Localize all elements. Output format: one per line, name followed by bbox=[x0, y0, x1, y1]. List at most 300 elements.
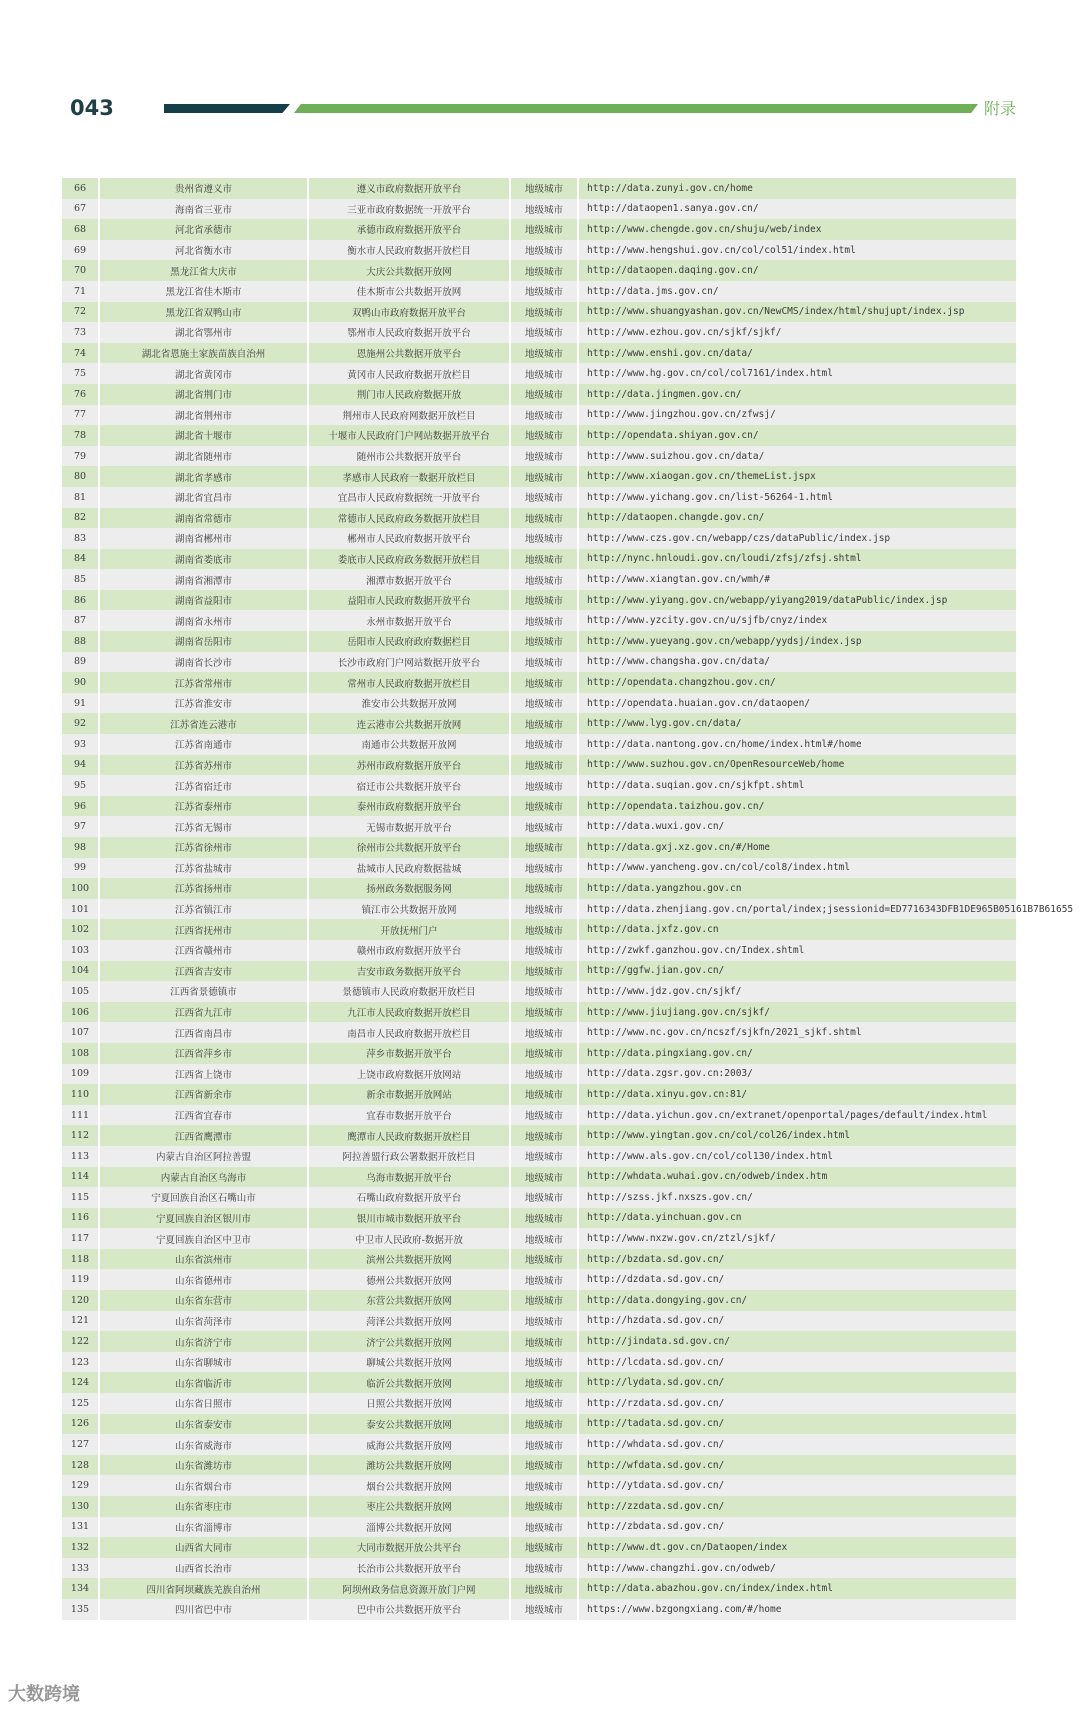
table-row bbox=[62, 1393, 1017, 1414]
row-region: 湖南省常德市 bbox=[99, 508, 308, 529]
row-url: http://data.yangzhou.gov.cn bbox=[578, 878, 1017, 899]
row-number: 97 bbox=[62, 816, 99, 837]
row-region: 江西省九江市 bbox=[99, 1002, 308, 1023]
table-row bbox=[62, 508, 1017, 529]
row-url: http://zbdata.sd.gov.cn/ bbox=[578, 1517, 1017, 1538]
row-number: 120 bbox=[62, 1290, 99, 1311]
row-platform: 南通市公共数据开放网 bbox=[308, 734, 510, 755]
table-row bbox=[62, 1455, 1017, 1476]
table-row bbox=[62, 775, 1017, 796]
row-level: 地级城市 bbox=[510, 466, 578, 487]
row-platform: 阿拉善盟行政公署数据开放栏目 bbox=[308, 1146, 510, 1167]
row-url: http://opendata.taizhou.gov.cn/ bbox=[578, 796, 1017, 817]
row-number: 108 bbox=[62, 1043, 99, 1064]
row-url: http://www.dt.gov.cn/Dataopen/index bbox=[578, 1537, 1017, 1558]
row-region: 江西省抚州市 bbox=[99, 919, 308, 940]
table-row bbox=[62, 631, 1017, 652]
row-level: 地级城市 bbox=[510, 281, 578, 302]
row-platform: 承德市政府数据开放平台 bbox=[308, 219, 510, 240]
row-platform: 娄底市人民政府政务数据开放栏目 bbox=[308, 549, 510, 570]
row-region: 江苏省无锡市 bbox=[99, 816, 308, 837]
row-platform: 无锡市数据开放平台 bbox=[308, 816, 510, 837]
row-url: http://www.jdz.gov.cn/sjkf/ bbox=[578, 981, 1017, 1002]
row-platform: 苏州市政府数据开放平台 bbox=[308, 755, 510, 776]
row-level: 地级城市 bbox=[510, 1434, 578, 1455]
row-region: 江苏省淮安市 bbox=[99, 693, 308, 714]
row-region: 湖北省荆门市 bbox=[99, 384, 308, 405]
row-number: 101 bbox=[62, 899, 99, 920]
row-region: 山西省大同市 bbox=[99, 1537, 308, 1558]
table-row bbox=[62, 981, 1017, 1002]
row-number: 118 bbox=[62, 1249, 99, 1270]
row-platform: 九江市人民政府数据开放栏目 bbox=[308, 1002, 510, 1023]
row-level: 地级城市 bbox=[510, 878, 578, 899]
row-platform: 银川市城市数据开放平台 bbox=[308, 1208, 510, 1229]
row-level: 地级城市 bbox=[510, 1064, 578, 1085]
row-number: 125 bbox=[62, 1393, 99, 1414]
row-platform: 滨州公共数据开放网 bbox=[308, 1249, 510, 1270]
row-level: 地级城市 bbox=[510, 1455, 578, 1476]
row-platform: 益阳市人民政府数据开放平台 bbox=[308, 590, 510, 611]
row-region: 江苏省连云港市 bbox=[99, 713, 308, 734]
row-url: http://data.pingxiang.gov.cn/ bbox=[578, 1043, 1017, 1064]
table-row bbox=[62, 343, 1017, 364]
row-level: 地级城市 bbox=[510, 1228, 578, 1249]
row-number: 87 bbox=[62, 610, 99, 631]
row-platform: 大同市数据开放公共平台 bbox=[308, 1537, 510, 1558]
row-url: http://www.chengde.gov.cn/shuju/web/index bbox=[578, 219, 1017, 240]
row-url: http://data.nantong.gov.cn/home/index.html#/home bbox=[578, 734, 1017, 755]
row-number: 85 bbox=[62, 569, 99, 590]
row-level: 地级城市 bbox=[510, 178, 578, 199]
row-number: 121 bbox=[62, 1311, 99, 1332]
table-row bbox=[62, 1372, 1017, 1393]
row-url: http://whdata.wuhai.gov.cn/odweb/index.htm bbox=[578, 1167, 1017, 1188]
table-row bbox=[62, 405, 1017, 426]
table-row bbox=[62, 693, 1017, 714]
row-region: 贵州省遵义市 bbox=[99, 178, 308, 199]
table-row bbox=[62, 940, 1017, 961]
row-url: http://data.yichun.gov.cn/extranet/openportal/pages/default/index.html bbox=[578, 1105, 1017, 1126]
row-region: 海南省三亚市 bbox=[99, 199, 308, 220]
table-row bbox=[62, 240, 1017, 261]
row-url: http://www.czs.gov.cn/webapp/czs/dataPublic/index.jsp bbox=[578, 528, 1017, 549]
row-platform: 常州市人民政府数据开放栏目 bbox=[308, 672, 510, 693]
row-number: 81 bbox=[62, 487, 99, 508]
row-platform: 岳阳市人民政府政府数据栏目 bbox=[308, 631, 510, 652]
row-platform: 新余市数据开放网站 bbox=[308, 1084, 510, 1105]
row-url: http://ggfw.jian.gov.cn/ bbox=[578, 961, 1017, 982]
row-level: 地级城市 bbox=[510, 446, 578, 467]
row-level: 地级城市 bbox=[510, 734, 578, 755]
row-url: http://data.yinchuan.gov.cn bbox=[578, 1208, 1017, 1229]
row-url: http://lcdata.sd.gov.cn/ bbox=[578, 1352, 1017, 1373]
table-row bbox=[62, 1249, 1017, 1270]
row-region: 山东省德州市 bbox=[99, 1269, 308, 1290]
row-url: http://zwkf.ganzhou.gov.cn/Index.shtml bbox=[578, 940, 1017, 961]
table-row bbox=[62, 961, 1017, 982]
row-region: 山东省东营市 bbox=[99, 1290, 308, 1311]
row-number: 91 bbox=[62, 693, 99, 714]
row-number: 128 bbox=[62, 1455, 99, 1476]
row-level: 地级城市 bbox=[510, 590, 578, 611]
row-level: 地级城市 bbox=[510, 755, 578, 776]
row-url: http://dataopen.daqing.gov.cn/ bbox=[578, 260, 1017, 281]
row-url: http://www.jiujiang.gov.cn/sjkf/ bbox=[578, 1002, 1017, 1023]
row-platform: 长沙市政府门户网站数据开放平台 bbox=[308, 652, 510, 673]
row-url: http://data.zunyi.gov.cn/home bbox=[578, 178, 1017, 199]
row-level: 地级城市 bbox=[510, 1105, 578, 1126]
row-level: 地级城市 bbox=[510, 1290, 578, 1311]
row-level: 地级城市 bbox=[510, 919, 578, 940]
row-url: http://dzdata.sd.gov.cn/ bbox=[578, 1269, 1017, 1290]
row-level: 地级城市 bbox=[510, 693, 578, 714]
row-url: https://www.bzgongxiang.com/#/home bbox=[578, 1599, 1017, 1620]
row-platform: 衡水市人民政府数据开放栏目 bbox=[308, 240, 510, 261]
row-level: 地级城市 bbox=[510, 405, 578, 426]
row-url: http://www.yiyang.gov.cn/webapp/yiyang2019/dataPublic/index.jsp bbox=[578, 590, 1017, 611]
table-row bbox=[62, 899, 1017, 920]
row-platform: 乌海市数据开放平台 bbox=[308, 1167, 510, 1188]
row-level: 地级城市 bbox=[510, 858, 578, 879]
row-region: 内蒙古自治区乌海市 bbox=[99, 1167, 308, 1188]
row-region: 河北省承德市 bbox=[99, 219, 308, 240]
table-row bbox=[62, 425, 1017, 446]
row-url: http://opendata.shiyan.gov.cn/ bbox=[578, 425, 1017, 446]
row-url: http://lydata.sd.gov.cn/ bbox=[578, 1372, 1017, 1393]
row-platform: 宿迁市公共数据开放平台 bbox=[308, 775, 510, 796]
row-number: 117 bbox=[62, 1228, 99, 1249]
row-level: 地级城市 bbox=[510, 1496, 578, 1517]
row-platform: 十堰市人民政府门户网站数据开放平台 bbox=[308, 425, 510, 446]
row-number: 115 bbox=[62, 1187, 99, 1208]
row-platform: 吉安市政务数据开放平台 bbox=[308, 961, 510, 982]
row-level: 地级城市 bbox=[510, 487, 578, 508]
row-level: 地级城市 bbox=[510, 1084, 578, 1105]
row-url: http://data.dongying.gov.cn/ bbox=[578, 1290, 1017, 1311]
row-region: 湖北省宜昌市 bbox=[99, 487, 308, 508]
table-row bbox=[62, 1578, 1017, 1599]
row-url: http://dataopen1.sanya.gov.cn/ bbox=[578, 199, 1017, 220]
row-region: 江西省赣州市 bbox=[99, 940, 308, 961]
row-region: 江苏省常州市 bbox=[99, 672, 308, 693]
table-row bbox=[62, 878, 1017, 899]
row-region: 四川省阿坝藏族羌族自治州 bbox=[99, 1578, 308, 1599]
row-region: 山东省枣庄市 bbox=[99, 1496, 308, 1517]
row-region: 江西省宜春市 bbox=[99, 1105, 308, 1126]
row-level: 地级城市 bbox=[510, 1352, 578, 1373]
table-row bbox=[62, 260, 1017, 281]
row-url: http://opendata.huaian.gov.cn/dataopen/ bbox=[578, 693, 1017, 714]
row-number: 70 bbox=[62, 260, 99, 281]
table-row bbox=[62, 384, 1017, 405]
row-level: 地级城市 bbox=[510, 672, 578, 693]
row-level: 地级城市 bbox=[510, 1269, 578, 1290]
row-region: 湖北省随州市 bbox=[99, 446, 308, 467]
table-row bbox=[62, 816, 1017, 837]
table-row bbox=[62, 1228, 1017, 1249]
row-region: 湖南省娄底市 bbox=[99, 549, 308, 570]
row-region: 宁夏回族自治区银川市 bbox=[99, 1208, 308, 1229]
row-region: 江苏省苏州市 bbox=[99, 755, 308, 776]
row-number: 130 bbox=[62, 1496, 99, 1517]
row-region: 黑龙江省佳木斯市 bbox=[99, 281, 308, 302]
table-row bbox=[62, 219, 1017, 240]
row-level: 地级城市 bbox=[510, 961, 578, 982]
row-url: http://www.suzhou.gov.cn/OpenResourceWeb/home bbox=[578, 755, 1017, 776]
table-row bbox=[62, 1331, 1017, 1352]
row-platform: 鄂州市人民政府数据开放平台 bbox=[308, 322, 510, 343]
row-platform: 中卫市人民政府-数据开放 bbox=[308, 1228, 510, 1249]
table-row bbox=[62, 610, 1017, 631]
table-row bbox=[62, 652, 1017, 673]
row-region: 江苏省镇江市 bbox=[99, 899, 308, 920]
table-row bbox=[62, 1146, 1017, 1167]
table-row bbox=[62, 487, 1017, 508]
row-region: 江西省鹰潭市 bbox=[99, 1125, 308, 1146]
row-url: http://www.nxzw.gov.cn/ztzl/sjkf/ bbox=[578, 1228, 1017, 1249]
row-region: 湖北省鄂州市 bbox=[99, 322, 308, 343]
row-number: 69 bbox=[62, 240, 99, 261]
table-row bbox=[62, 363, 1017, 384]
row-url: http://www.xiangtan.gov.cn/wmh/# bbox=[578, 569, 1017, 590]
row-region: 湖南省长沙市 bbox=[99, 652, 308, 673]
row-url: http://data.jms.gov.cn/ bbox=[578, 281, 1017, 302]
row-region: 江西省萍乡市 bbox=[99, 1043, 308, 1064]
row-url: http://www.shuangyashan.gov.cn/NewCMS/index/html/shujupt/index.jsp bbox=[578, 302, 1017, 323]
row-level: 地级城市 bbox=[510, 1372, 578, 1393]
row-platform: 恩施州公共数据开放平台 bbox=[308, 343, 510, 364]
row-platform: 佳木斯市公共数据开放网 bbox=[308, 281, 510, 302]
row-number: 132 bbox=[62, 1537, 99, 1558]
row-number: 96 bbox=[62, 796, 99, 817]
row-url: http://opendata.changzhou.gov.cn/ bbox=[578, 672, 1017, 693]
row-url: http://dataopen.changde.gov.cn/ bbox=[578, 508, 1017, 529]
row-number: 79 bbox=[62, 446, 99, 467]
row-platform: 荆州市人民政府网数据开放栏目 bbox=[308, 405, 510, 426]
row-region: 山东省烟台市 bbox=[99, 1475, 308, 1496]
table-row bbox=[62, 919, 1017, 940]
row-level: 地级城市 bbox=[510, 508, 578, 529]
table-row bbox=[62, 1043, 1017, 1064]
watermark: 大数跨境 bbox=[8, 1684, 80, 1705]
table-row bbox=[62, 672, 1017, 693]
table-row bbox=[62, 1105, 1017, 1126]
row-number: 93 bbox=[62, 734, 99, 755]
row-platform: 威海公共数据开放网 bbox=[308, 1434, 510, 1455]
row-url: http://www.xiaogan.gov.cn/themeList.jspx bbox=[578, 466, 1017, 487]
row-region: 宁夏回族自治区石嘴山市 bbox=[99, 1187, 308, 1208]
row-platform: 双鸭山市政府数据开放平台 bbox=[308, 302, 510, 323]
row-region: 湖北省荆州市 bbox=[99, 405, 308, 426]
row-platform: 三亚市政府数据统一开放平台 bbox=[308, 199, 510, 220]
row-platform: 菏泽公共数据开放网 bbox=[308, 1311, 510, 1332]
row-number: 126 bbox=[62, 1414, 99, 1435]
row-url: http://wfdata.sd.gov.cn/ bbox=[578, 1455, 1017, 1476]
table-row bbox=[62, 1475, 1017, 1496]
table-row bbox=[62, 1599, 1017, 1620]
table-row bbox=[62, 1290, 1017, 1311]
row-platform: 泰州市政府数据开放平台 bbox=[308, 796, 510, 817]
row-level: 地级城市 bbox=[510, 713, 578, 734]
row-platform: 阿坝州政务信息资源开放门户网 bbox=[308, 1578, 510, 1599]
row-url: http://www.als.gov.cn/col/col130/index.html bbox=[578, 1146, 1017, 1167]
row-number: 92 bbox=[62, 713, 99, 734]
row-region: 江西省上饶市 bbox=[99, 1064, 308, 1085]
row-number: 124 bbox=[62, 1372, 99, 1393]
row-region: 湖南省岳阳市 bbox=[99, 631, 308, 652]
row-level: 地级城市 bbox=[510, 981, 578, 1002]
row-region: 山东省滨州市 bbox=[99, 1249, 308, 1270]
row-region: 山东省威海市 bbox=[99, 1434, 308, 1455]
table-row bbox=[62, 590, 1017, 611]
row-level: 地级城市 bbox=[510, 1331, 578, 1352]
row-url: http://whdata.sd.gov.cn/ bbox=[578, 1434, 1017, 1455]
row-region: 江西省景德镇市 bbox=[99, 981, 308, 1002]
row-number: 100 bbox=[62, 878, 99, 899]
row-level: 地级城市 bbox=[510, 631, 578, 652]
row-number: 106 bbox=[62, 1002, 99, 1023]
row-level: 地级城市 bbox=[510, 1022, 578, 1043]
row-number: 73 bbox=[62, 322, 99, 343]
row-level: 地级城市 bbox=[510, 1002, 578, 1023]
row-platform: 石嘴山政府数据开放平台 bbox=[308, 1187, 510, 1208]
row-level: 地级城市 bbox=[510, 1311, 578, 1332]
row-url: http://www.suizhou.gov.cn/data/ bbox=[578, 446, 1017, 467]
row-region: 湖南省湘潭市 bbox=[99, 569, 308, 590]
header-bar-green bbox=[294, 104, 978, 113]
row-url: http://www.hengshui.gov.cn/col/col51/index.html bbox=[578, 240, 1017, 261]
row-level: 地级城市 bbox=[510, 1475, 578, 1496]
table-row bbox=[62, 549, 1017, 570]
row-number: 75 bbox=[62, 363, 99, 384]
row-level: 地级城市 bbox=[510, 1517, 578, 1538]
row-number: 133 bbox=[62, 1558, 99, 1579]
row-number: 67 bbox=[62, 199, 99, 220]
table-row bbox=[62, 1496, 1017, 1517]
row-level: 地级城市 bbox=[510, 1125, 578, 1146]
row-level: 地级城市 bbox=[510, 1187, 578, 1208]
row-url: http://www.changsha.gov.cn/data/ bbox=[578, 652, 1017, 673]
row-number: 127 bbox=[62, 1434, 99, 1455]
row-number: 135 bbox=[62, 1599, 99, 1620]
row-number: 110 bbox=[62, 1084, 99, 1105]
row-platform: 东营公共数据开放网 bbox=[308, 1290, 510, 1311]
row-platform: 枣庄公共数据开放网 bbox=[308, 1496, 510, 1517]
row-level: 地级城市 bbox=[510, 652, 578, 673]
row-url: http://www.yzcity.gov.cn/u/sjfb/cnyz/index bbox=[578, 610, 1017, 631]
table-row bbox=[62, 1167, 1017, 1188]
row-number: 74 bbox=[62, 343, 99, 364]
row-url: http://www.yueyang.gov.cn/webapp/yydsj/index.jsp bbox=[578, 631, 1017, 652]
row-platform: 长治市公共数据开放平台 bbox=[308, 1558, 510, 1579]
row-number: 116 bbox=[62, 1208, 99, 1229]
row-url: http://hzdata.sd.gov.cn/ bbox=[578, 1311, 1017, 1332]
row-url: http://www.yancheng.gov.cn/col/col8/index.html bbox=[578, 858, 1017, 879]
row-platform: 荆门市人民政府数据开放 bbox=[308, 384, 510, 405]
row-level: 地级城市 bbox=[510, 1558, 578, 1579]
row-url: http://data.abazhou.gov.cn/index/index.html bbox=[578, 1578, 1017, 1599]
row-url: http://zzdata.sd.gov.cn/ bbox=[578, 1496, 1017, 1517]
row-number: 104 bbox=[62, 961, 99, 982]
table-row bbox=[62, 1125, 1017, 1146]
row-level: 地级城市 bbox=[510, 1249, 578, 1270]
row-platform: 鹰潭市人民政府数据开放栏目 bbox=[308, 1125, 510, 1146]
row-url: http://data.gxj.xz.gov.cn/#/Home bbox=[578, 837, 1017, 858]
row-region: 山东省潍坊市 bbox=[99, 1455, 308, 1476]
row-level: 地级城市 bbox=[510, 1167, 578, 1188]
row-url: http://www.hg.gov.cn/col/col7161/index.html bbox=[578, 363, 1017, 384]
row-platform: 德州公共数据开放网 bbox=[308, 1269, 510, 1290]
row-url: http://www.jingzhou.gov.cn/zfwsj/ bbox=[578, 405, 1017, 426]
table-row bbox=[62, 1269, 1017, 1290]
row-platform: 黄冈市人民政府数据开放栏目 bbox=[308, 363, 510, 384]
platform-directory-table bbox=[62, 178, 1074, 1620]
row-url: http://www.ezhou.gov.cn/sjkf/sjkf/ bbox=[578, 322, 1017, 343]
row-number: 82 bbox=[62, 508, 99, 529]
row-region: 江西省吉安市 bbox=[99, 961, 308, 982]
row-region: 江苏省盐城市 bbox=[99, 858, 308, 879]
row-platform: 烟台公共数据开放网 bbox=[308, 1475, 510, 1496]
row-platform: 徐州市公共数据开放平台 bbox=[308, 837, 510, 858]
row-number: 78 bbox=[62, 425, 99, 446]
table-row bbox=[62, 1558, 1017, 1579]
row-level: 地级城市 bbox=[510, 1414, 578, 1435]
row-region: 宁夏回族自治区中卫市 bbox=[99, 1228, 308, 1249]
table-row bbox=[62, 302, 1017, 323]
row-number: 89 bbox=[62, 652, 99, 673]
row-platform: 湘潭市数据开放平台 bbox=[308, 569, 510, 590]
table-row bbox=[62, 528, 1017, 549]
table-row bbox=[62, 734, 1017, 755]
row-platform: 日照公共数据开放网 bbox=[308, 1393, 510, 1414]
row-level: 地级城市 bbox=[510, 899, 578, 920]
table-row bbox=[62, 1434, 1017, 1455]
row-number: 90 bbox=[62, 672, 99, 693]
row-number: 123 bbox=[62, 1352, 99, 1373]
row-url: http://bzdata.sd.gov.cn/ bbox=[578, 1249, 1017, 1270]
row-number: 111 bbox=[62, 1105, 99, 1126]
table-row bbox=[62, 755, 1017, 776]
row-url: http://www.nc.gov.cn/ncszf/sjkfn/2021_sjkf.shtml bbox=[578, 1022, 1017, 1043]
row-region: 黑龙江省大庆市 bbox=[99, 260, 308, 281]
row-platform: 扬州政务数据服务网 bbox=[308, 878, 510, 899]
row-platform: 连云港市公共数据开放网 bbox=[308, 713, 510, 734]
row-number: 131 bbox=[62, 1517, 99, 1538]
table-row bbox=[62, 569, 1017, 590]
row-region: 湖南省郴州市 bbox=[99, 528, 308, 549]
table-row bbox=[62, 322, 1017, 343]
row-url: http://www.yichang.gov.cn/list-56264-1.html bbox=[578, 487, 1017, 508]
row-region: 山东省聊城市 bbox=[99, 1352, 308, 1373]
row-url: http://data.xinyu.gov.cn:81/ bbox=[578, 1084, 1017, 1105]
row-platform: 泰安公共数据开放网 bbox=[308, 1414, 510, 1435]
row-level: 地级城市 bbox=[510, 260, 578, 281]
row-region: 湖北省恩施土家族苗族自治州 bbox=[99, 343, 308, 364]
row-number: 129 bbox=[62, 1475, 99, 1496]
row-platform: 淮安市公共数据开放网 bbox=[308, 693, 510, 714]
row-number: 99 bbox=[62, 858, 99, 879]
row-number: 77 bbox=[62, 405, 99, 426]
row-level: 地级城市 bbox=[510, 549, 578, 570]
row-level: 地级城市 bbox=[510, 1537, 578, 1558]
row-region: 湖北省黄冈市 bbox=[99, 363, 308, 384]
row-number: 95 bbox=[62, 775, 99, 796]
row-number: 98 bbox=[62, 837, 99, 858]
row-region: 山东省泰安市 bbox=[99, 1414, 308, 1435]
row-number: 105 bbox=[62, 981, 99, 1002]
row-platform: 萍乡市数据开放平台 bbox=[308, 1043, 510, 1064]
